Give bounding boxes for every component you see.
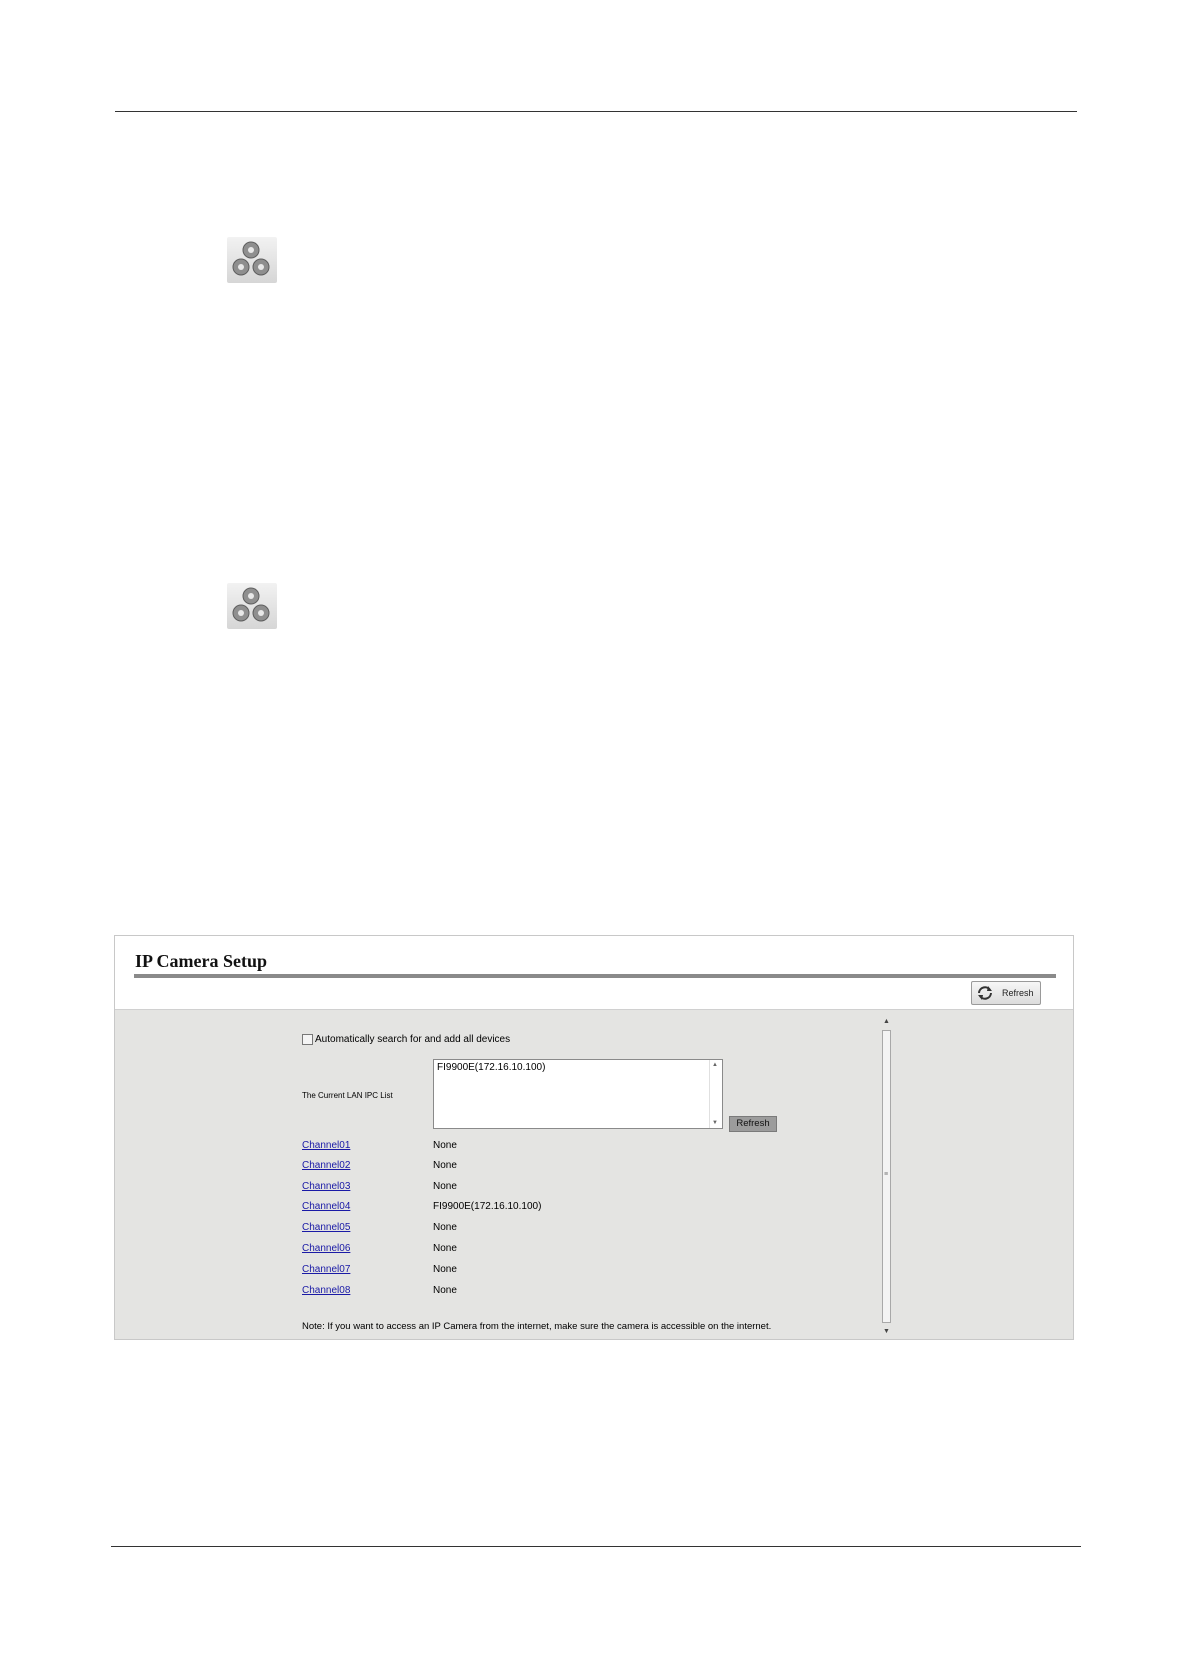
- channel-link[interactable]: Channel02: [302, 1160, 351, 1171]
- lan-list-scrollbar[interactable]: [709, 1060, 722, 1128]
- channel-link[interactable]: Channel07: [302, 1264, 351, 1275]
- channel-row: [302, 1285, 457, 1296]
- channel-link[interactable]: Channel05: [302, 1222, 351, 1233]
- channel-value: None: [433, 1285, 457, 1296]
- form-scrollbar[interactable]: [880, 1018, 894, 1335]
- channel-link[interactable]: Channel03: [302, 1181, 351, 1192]
- channel-row: [302, 1264, 457, 1275]
- window-header: [115, 936, 1073, 1010]
- channel-value: None: [433, 1264, 457, 1275]
- scroll-up-icon[interactable]: ▲: [883, 1018, 890, 1025]
- channel-value: None: [433, 1222, 457, 1233]
- channel-link[interactable]: Channel06: [302, 1243, 351, 1254]
- channel-row: [302, 1160, 457, 1171]
- channel-row: [302, 1140, 457, 1151]
- scroll-down-icon[interactable]: ▼: [883, 1328, 890, 1335]
- channel-value: None: [433, 1181, 457, 1192]
- lan-refresh-button[interactable]: Refresh: [729, 1116, 777, 1132]
- header-refresh-button[interactable]: [971, 981, 1041, 1005]
- auto-search-checkbox[interactable]: [302, 1034, 313, 1045]
- header-refresh-label: Refresh: [1002, 988, 1034, 998]
- page-footer-rule: [111, 1546, 1081, 1547]
- gear-icon: [227, 237, 277, 283]
- channel-link[interactable]: Channel08: [302, 1285, 351, 1296]
- internet-access-note: Note: If you want to access an IP Camera from the internet, make sure the camera is accessible on the internet.: [302, 1321, 772, 1332]
- gear-icon: [227, 583, 277, 629]
- ip-camera-setup-window: [114, 935, 1074, 1340]
- page-header-rule: [115, 111, 1077, 112]
- lan-ipc-list[interactable]: [433, 1059, 723, 1129]
- channel-row: [302, 1222, 457, 1233]
- scrollbar-thumb[interactable]: [882, 1030, 891, 1323]
- scroll-down-icon[interactable]: ▼: [712, 1120, 718, 1126]
- lan-list-item[interactable]: FI9900E(172.16.10.100): [437, 1062, 546, 1073]
- scroll-up-icon[interactable]: ▲: [712, 1062, 718, 1068]
- channel-value: FI9900E(172.16.10.100): [433, 1201, 542, 1212]
- channel-value: None: [433, 1160, 457, 1171]
- channel-row: [302, 1181, 457, 1192]
- auto-search-label: Automatically search for and add all devices: [315, 1034, 511, 1045]
- channel-row: [302, 1243, 457, 1254]
- refresh-icon: [976, 985, 994, 1003]
- title-divider: [134, 974, 1056, 978]
- channel-value: None: [433, 1140, 457, 1151]
- channel-link[interactable]: Channel04: [302, 1201, 351, 1212]
- channel-value: None: [433, 1243, 457, 1254]
- setup-form: [115, 1010, 1073, 1339]
- channel-row: [302, 1201, 542, 1212]
- grip-icon: ≡: [884, 1171, 889, 1178]
- channel-link[interactable]: Channel01: [302, 1140, 351, 1151]
- auto-search-row: [302, 1034, 510, 1045]
- window-title: IP Camera Setup: [135, 951, 267, 971]
- lan-list-label: The Current LAN IPC List: [302, 1091, 393, 1100]
